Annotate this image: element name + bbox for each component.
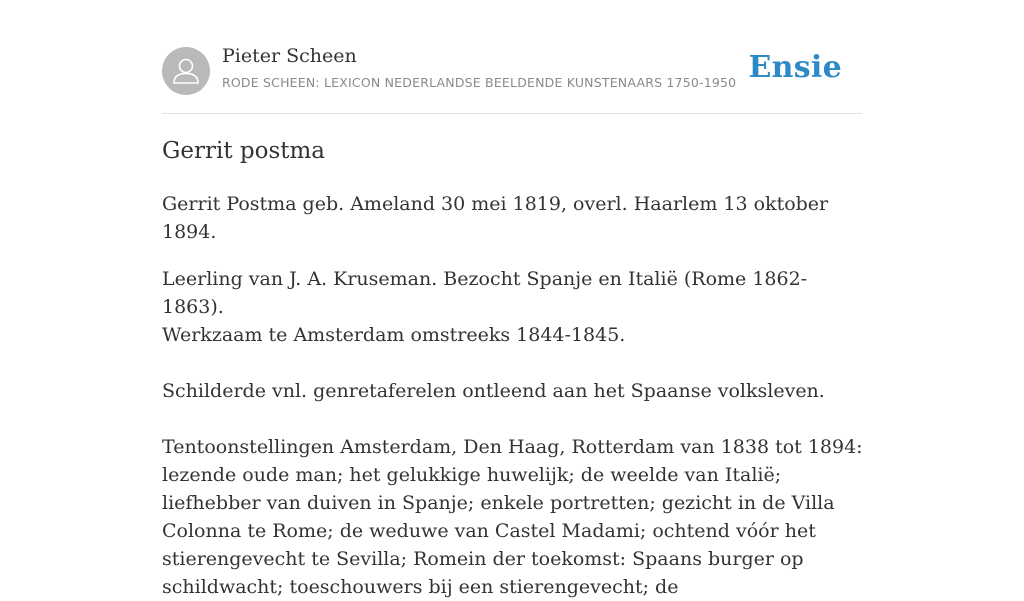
- page: [162, 0, 863, 598]
- article-title: Gerrit postma: [162, 138, 326, 164]
- header: [162, 0, 862, 114]
- author-name[interactable]: Pieter Scheen: [222, 45, 357, 67]
- avatar[interactable]: [162, 47, 210, 95]
- paragraph-education-line-1: Leerling van J. A. Kruseman. Bezocht Spanje en Italië (Rome 1862-1863).: [162, 268, 808, 318]
- paragraph-birth-death: Gerrit Postma geb. Ameland 30 mei 1819, overl. Haarlem 13 oktober 1894.: [162, 193, 829, 243]
- paragraph-subjects: Schilderde vnl. genretaferelen ontleend aan het Spaanse volksleven.: [162, 380, 825, 402]
- source-title[interactable]: RODE SCHEEN: LEXICON NEDERLANDSE BEELDENDE KUNSTENAARS 1750-1950: [222, 75, 737, 90]
- article-body: [162, 190, 868, 601]
- user-icon: [162, 47, 210, 95]
- ensie-logo[interactable]: Ensie: [748, 50, 842, 85]
- paragraph-education-line-2: Werkzaam te Amsterdam omstreeks 1844-1845.: [162, 324, 626, 346]
- paragraph-exhibitions: Tentoonstellingen Amsterdam, Den Haag, Rotterdam van 1838 tot 1894: lezende oude man; het gelukkige huwelijk; de weelde van Italië; liefhebber van duiven in Spanje; enkele portretten; gezicht in de Villa Colonna te Rome; de weduwe van Castel Madami; ochtend vóór het stierengevecht te Sevilla; Romein der toekomst: Spaans burger op schildwacht; toeschouwers bij een stierengevecht; de: [162, 436, 863, 598]
